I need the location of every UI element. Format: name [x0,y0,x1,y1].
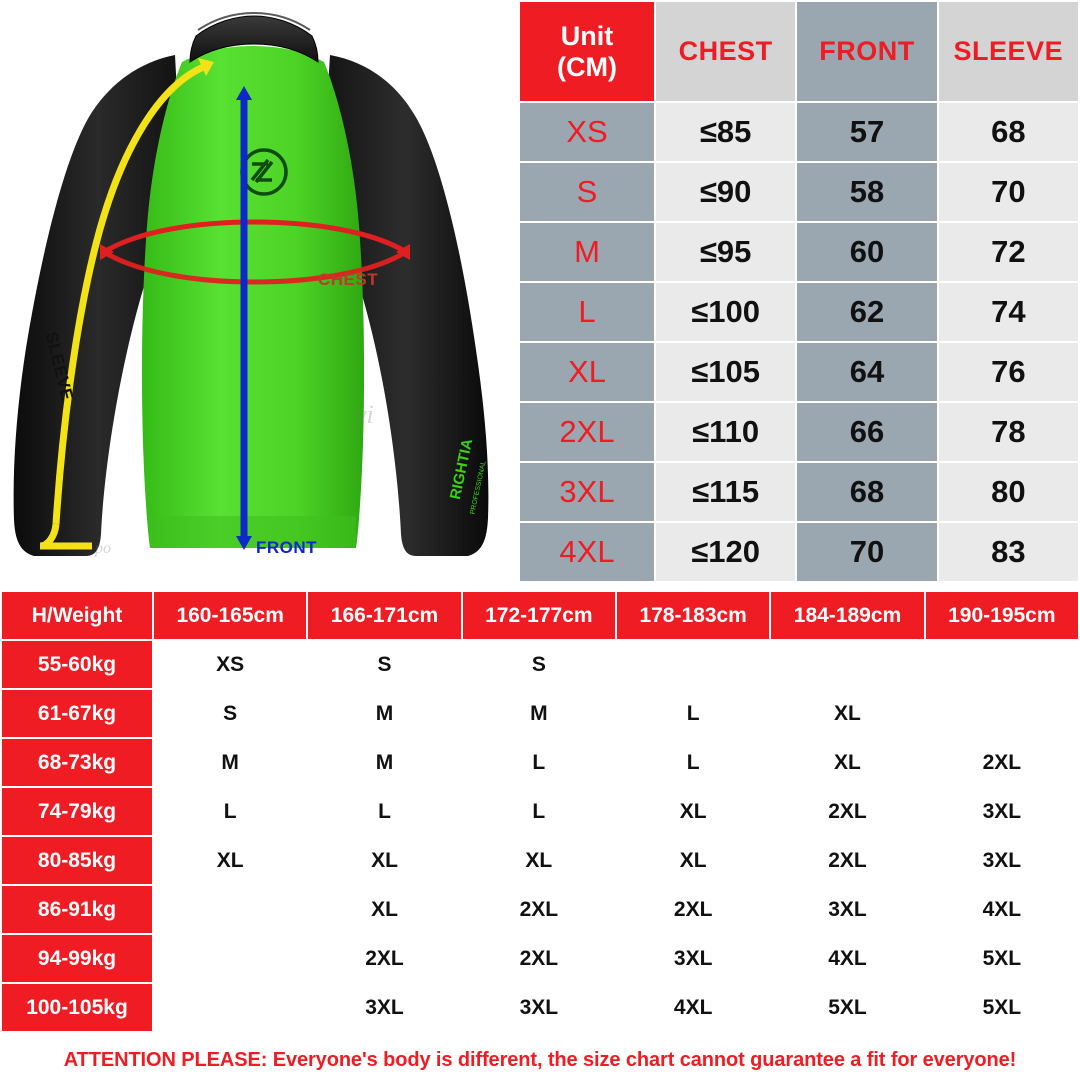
chest-value: ≤120 [655,522,796,582]
size-cell [925,640,1079,689]
size-cell: S [307,640,461,689]
sleeve-value: 68 [938,102,1079,162]
chest-value: ≤85 [655,102,796,162]
size-cell: 4XL [616,983,770,1032]
size-cell: L [616,689,770,738]
table-row [519,342,1079,402]
sleeve-brand-text: RIGHTIA [446,437,477,501]
sleeve-value: 80 [938,462,1079,522]
height-header-2: 166-171cm [307,591,461,640]
size-label: S [519,162,655,222]
size-label: 3XL [519,462,655,522]
corner-header: H/Weight [1,591,153,640]
size-cell: 3XL [307,983,461,1032]
front-value: 70 [796,522,937,582]
size-cell: XL [307,885,461,934]
unit-header-cell [519,1,655,102]
table-row [519,102,1079,162]
size-cell: XL [770,689,924,738]
size-cell: 3XL [616,934,770,983]
table-row [519,162,1079,222]
chest-label: CHEST [318,270,379,289]
size-cell: S [153,689,307,738]
front-value: 66 [796,402,937,462]
height-header-4: 178-183cm [616,591,770,640]
watermark-2: po [95,540,111,557]
table-row [519,462,1079,522]
size-cell: 5XL [925,983,1079,1032]
size-cell: 4XL [925,885,1079,934]
weight-label: 80-85kg [1,836,153,885]
height-header-5: 184-189cm [770,591,924,640]
product-image [0,0,518,583]
table-row [519,522,1079,582]
chest-value: ≤105 [655,342,796,402]
weight-label: 68-73kg [1,738,153,787]
size-cell: M [307,689,461,738]
size-cell: M [153,738,307,787]
size-cell: 2XL [925,738,1079,787]
front-value: 64 [796,342,937,402]
table-row [1,983,1079,1032]
size-cell: 2XL [770,836,924,885]
size-cell: 3XL [925,836,1079,885]
height-header-1: 160-165cm [153,591,307,640]
table-row [1,787,1079,836]
size-label: XL [519,342,655,402]
table-row [1,689,1079,738]
size-cell: 5XL [925,934,1079,983]
watermark-1: yi [355,400,374,429]
size-label: M [519,222,655,282]
hem [150,516,356,548]
front-value: 58 [796,162,937,222]
chest-value: ≤90 [655,162,796,222]
size-cell: L [462,787,616,836]
column-header-sleeve: SLEEVE [938,1,1079,102]
size-cell: XL [153,836,307,885]
weight-label: 74-79kg [1,787,153,836]
size-cell: XL [307,836,461,885]
table-row [1,738,1079,787]
size-cell: 3XL [925,787,1079,836]
size-cell: 2XL [462,885,616,934]
size-cell: L [462,738,616,787]
sleeve-value: 70 [938,162,1079,222]
wh-header-row [1,591,1079,640]
size-cell: XL [616,836,770,885]
table-row [519,282,1079,342]
table-row [519,402,1079,462]
height-header-6: 190-195cm [925,591,1079,640]
weight-label: 61-67kg [1,689,153,738]
front-value: 62 [796,282,937,342]
chest-value: ≤95 [655,222,796,282]
height-header-3: 172-177cm [462,591,616,640]
sleeve-value: 83 [938,522,1079,582]
front-label: FRONT [256,538,318,557]
size-label: L [519,282,655,342]
front-value: 60 [796,222,937,282]
size-cell [153,885,307,934]
table-row [1,885,1079,934]
sleeve-value: 76 [938,342,1079,402]
chest-value: ≤110 [655,402,796,462]
size-cell: 2XL [462,934,616,983]
column-header-front: FRONT [796,1,937,102]
table-row [519,222,1079,282]
size-cell: 2XL [307,934,461,983]
size-cell [770,640,924,689]
attention-note: ATTENTION PLEASE: Everyone's body is different, the size chart cannot guarantee a fit for everyone! [63,1049,1017,1071]
unit-header-line2: (CM) [557,51,617,82]
size-label: XS [519,102,655,162]
size-cell: 3XL [462,983,616,1032]
size-cell: 2XL [770,787,924,836]
weight-label: 94-99kg [1,934,153,983]
table-row [1,836,1079,885]
sleeve-value: 74 [938,282,1079,342]
size-cell [925,689,1079,738]
table-row [1,934,1079,983]
size-cell: S [462,640,616,689]
weight-label: 86-91kg [1,885,153,934]
chest-value: ≤115 [655,462,796,522]
column-header-chest: CHEST [655,1,796,102]
sleeve-brand-subtext: PROFESSIONAL [469,460,488,516]
size-cell: XL [616,787,770,836]
size-label: 4XL [519,522,655,582]
size-cell: L [153,787,307,836]
size-cell: 2XL [616,885,770,934]
size-cell [153,934,307,983]
garment-illustration [0,0,518,583]
size-cell: M [307,738,461,787]
size-cell: 3XL [770,885,924,934]
sleeve-value: 72 [938,222,1079,282]
front-value: 57 [796,102,937,162]
sleeve-value: 78 [938,402,1079,462]
size-cell: L [307,787,461,836]
front-value: 68 [796,462,937,522]
size-cell: L [616,738,770,787]
height-weight-table [0,590,1080,1033]
weight-label: 55-60kg [1,640,153,689]
size-cell [153,983,307,1032]
unit-table-header-row [519,1,1079,102]
size-cell: M [462,689,616,738]
size-cell: XL [462,836,616,885]
garment-body [142,46,364,548]
size-cell: XS [153,640,307,689]
size-label: 2XL [519,402,655,462]
sleeve-label: SLEEVE [41,330,77,403]
table-row [1,640,1079,689]
chest-value: ≤100 [655,282,796,342]
unit-header-line1: Unit [560,20,614,51]
size-cell: XL [770,738,924,787]
size-cell: 4XL [770,934,924,983]
unit-size-table [518,0,1080,583]
size-cell: 5XL [770,983,924,1032]
size-cell [616,640,770,689]
weight-label: 100-105kg [1,983,153,1032]
